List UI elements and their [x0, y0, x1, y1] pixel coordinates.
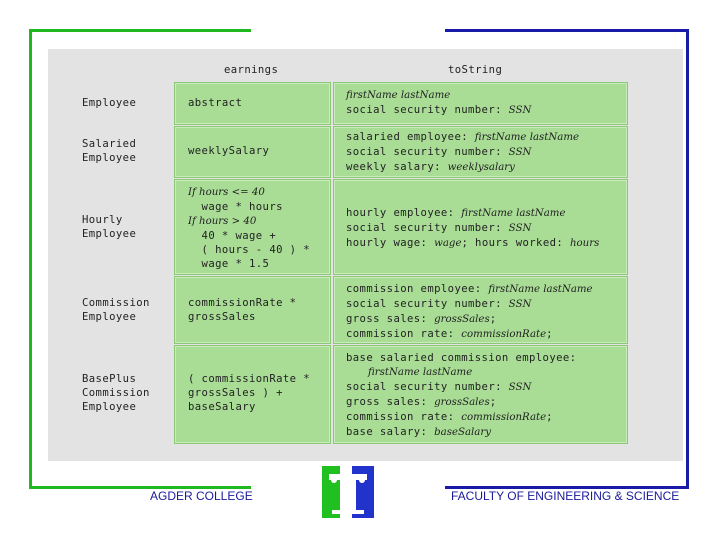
frame-right-top-border: [445, 29, 689, 32]
ssn-value: SSN: [508, 105, 532, 116]
baseplus-name: firstName lastName: [368, 367, 473, 378]
footer-college-name: AGDER COLLEGE: [150, 489, 253, 503]
baseplus-ssn-label: social security number:: [346, 381, 509, 393]
baseplus-label: base salaried commission employee:: [346, 352, 577, 364]
commission-ssn: SSN: [508, 299, 532, 310]
baseplus-gross-label: gross sales:: [346, 396, 435, 408]
commission-rate-label: commission rate:: [346, 328, 462, 340]
cell-salaried-earnings-text: weeklySalary: [188, 145, 270, 157]
commission-gross-value: grossSales: [434, 314, 490, 325]
salaried-label: salaried employee:: [346, 131, 475, 143]
baseplus-gross-semicolon: ;: [489, 396, 497, 408]
hourly-cond-2: If hours > 40: [188, 216, 257, 227]
commission-rate-semicolon: ;: [546, 328, 553, 340]
hourly-ssn-label: social security number:: [346, 222, 509, 234]
baseplus-salary-value: baseSalary: [434, 427, 491, 438]
cell-hourly-tostring-text: [346, 206, 599, 251]
commission-gross-semicolon: ;: [489, 313, 497, 325]
salaried-name: firstName lastName: [474, 132, 580, 143]
row-label-hourly: Hourly Employee: [82, 214, 137, 240]
cell-baseplus-earnings-text: ( commissionRate * grossSales ) + baseSalary: [188, 373, 311, 413]
commission-name: firstName lastName: [488, 284, 593, 295]
commission-label: commission employee:: [346, 283, 489, 295]
last-name-prefix-text: Name last: [367, 90, 420, 101]
footer-faculty-name: FACULTY OF ENGINEERING & SCIENCE: [451, 489, 680, 503]
hourly-label: hourly employee:: [346, 207, 462, 219]
ssn-label: social security number:: [346, 104, 509, 116]
salaried-ssn: SSN: [508, 147, 532, 158]
cell-employee-tostring-text: [346, 88, 531, 118]
baseplus-rate-value: commissionRate: [461, 412, 547, 423]
baseplus-rate-label: commission rate:: [346, 411, 462, 423]
commission-ssn-label: social security number:: [346, 298, 509, 310]
hourly-wage-label: hourly wage:: [346, 237, 435, 249]
frame-right-border: [686, 29, 689, 489]
hourly-ssn: SSN: [508, 223, 532, 234]
cell-hourly-earnings-text: [188, 185, 310, 271]
cell-employee-earnings-text: abstract: [188, 97, 243, 109]
cell-commission-tostring-text: [346, 282, 593, 342]
baseplus-ssn: SSN: [508, 382, 532, 393]
baseplus-salary-label: base salary:: [346, 426, 435, 438]
baseplus-rate-semicolon: ;: [546, 411, 553, 423]
salaried-weekly-label: weekly salary:: [346, 161, 448, 173]
cell-commission-earnings-text: commissionRate * grossSales: [188, 297, 297, 323]
baseplus-gross-value: grossSales: [434, 397, 490, 408]
hourly-formula-2b: ( hours - 40 ) *: [188, 244, 311, 256]
row-label-baseplus: BasePlus Commission Employee: [82, 373, 150, 413]
hourly-formula-1: wage * hours: [188, 201, 283, 213]
salaried-ssn-label: social security number:: [346, 146, 509, 158]
column-header-tostring: toString: [448, 64, 503, 76]
agder-college-logo: [322, 466, 374, 518]
row-label-commission: Commission Employee: [82, 297, 150, 323]
hourly-hours-label: ; hours worked:: [461, 237, 570, 249]
row-label-salaried: Salaried Employee: [82, 138, 137, 164]
salaried-weekly-value: weeklysalary: [447, 162, 515, 173]
commission-gross-label: gross sales:: [346, 313, 435, 325]
commission-rate-value: commissionRate: [461, 329, 547, 340]
frame-left-border: [29, 29, 32, 489]
first-name-text: first: [346, 90, 367, 101]
hourly-hours-value: hours: [569, 238, 600, 249]
column-header-earnings: earnings: [224, 64, 279, 76]
last-name-suffix-text: Name: [419, 90, 451, 101]
hourly-cond-1: If hours <= 40: [188, 187, 265, 198]
hourly-formula-2a: 40 * wage +: [188, 230, 277, 242]
cell-baseplus-tostring-text: [346, 351, 576, 440]
frame-left-top-border: [29, 29, 251, 32]
row-label-employee: Employee: [82, 97, 137, 109]
hourly-wage-value: wage: [434, 238, 462, 249]
hourly-name: firstName lastName: [461, 208, 566, 219]
hourly-formula-2c: wage * 1.5: [188, 258, 270, 270]
cell-salaried-tostring-text: [346, 130, 579, 175]
